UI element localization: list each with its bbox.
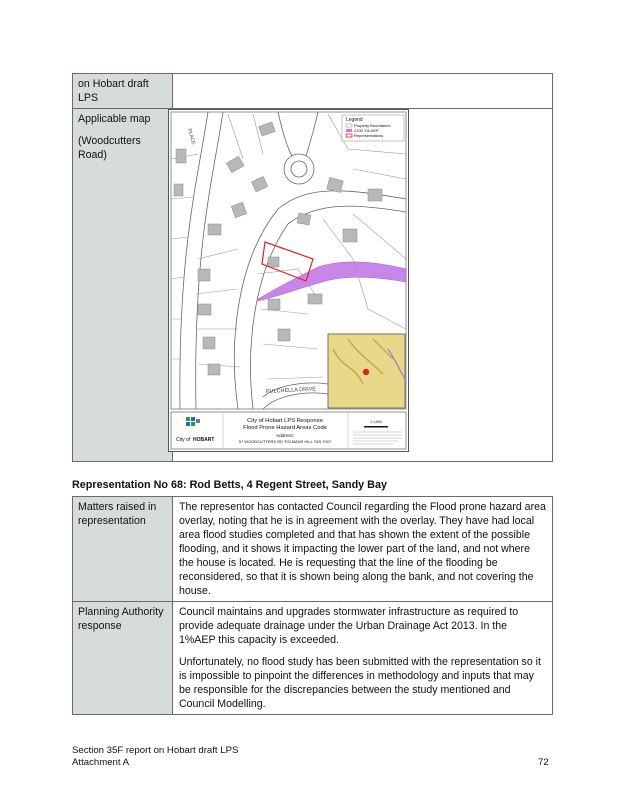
logo-text-city-of: City of <box>176 437 191 443</box>
map-title-line1: City of Hobart LPS Response <box>247 418 323 424</box>
footer-attachment: Attachment A <box>72 757 130 768</box>
map-title-block <box>171 412 406 449</box>
legend-item-representations: Representations <box>354 133 384 138</box>
street-label-place: PLACE <box>186 127 197 146</box>
matters-text: The representor has contacted Council regarding the Flood prone hazard area overlay, noting that he is in agreement with the overlay. They have had local area flood studies completed and that has shown the extent of the possible flooding, and it shows it impacting the lower part of the land, and not where the house is located. He is requesting that the line of the flooding be reconsidered, so that it is shown being along the bank, and not covering the house. <box>173 497 553 602</box>
aerial-inset-map <box>328 334 405 408</box>
map-title-line2: Flood Prone Hazard Areas Code <box>243 425 327 431</box>
flood-hazard-map <box>168 109 409 452</box>
scale-bar <box>364 426 388 428</box>
map-address: 57 WOODCUTTERS RD TOLMANS HILL TAS 7007 <box>238 439 332 444</box>
row-body-empty <box>173 74 553 109</box>
legend-item-flood: 2100 1% AEP <box>354 128 379 133</box>
page-number: 72 <box>538 757 549 768</box>
map-address-label: Address: <box>276 433 294 438</box>
representation-table <box>72 496 553 715</box>
map-figure <box>168 109 409 452</box>
location-marker-icon <box>363 369 369 375</box>
row-label-map <box>73 109 173 462</box>
legend-flood-swatch <box>346 129 352 132</box>
response-paragraph-2: Unfortunately, no flood study has been submitted with the representation so it is impossible to pinpoint the differences in methodology and inputs that may be responsible for the discrepancies between the study mentioned and Council Modelling. <box>179 656 541 710</box>
map-legend <box>342 115 404 141</box>
response-label: Planning Authority response <box>73 602 173 715</box>
representation-heading: Representation No 68: Rod Betts, 4 Regent Street, Sandy Bay <box>72 479 387 491</box>
applicable-map-label: Applicable map <box>78 113 151 125</box>
page-footer <box>72 745 238 769</box>
logo-text-hobart: HOBART <box>193 437 215 443</box>
street-label-pulchella: PULCHELLA DRIVE <box>265 386 317 395</box>
response-paragraph-1: Council maintains and upgrades stormwater infrastructure as required to provide adequate drainage under the Urban Drainage Act 2013. In the 1%AEP this capacity is exceeded. <box>179 606 519 646</box>
legend-title: Legend <box>346 117 363 123</box>
response-cell <box>173 602 553 715</box>
row-label-lps: on Hobart draft LPS <box>73 74 173 109</box>
footer-report-title: Section 35F report on Hobart draft LPS <box>72 745 239 756</box>
matters-label: Matters raised in representation <box>73 497 173 602</box>
legend-item-boundaries: Property Boundaries <box>354 123 391 128</box>
map-scale: 1:1,500 <box>370 420 382 424</box>
map-location-label: (Woodcutters Road) <box>78 135 141 161</box>
